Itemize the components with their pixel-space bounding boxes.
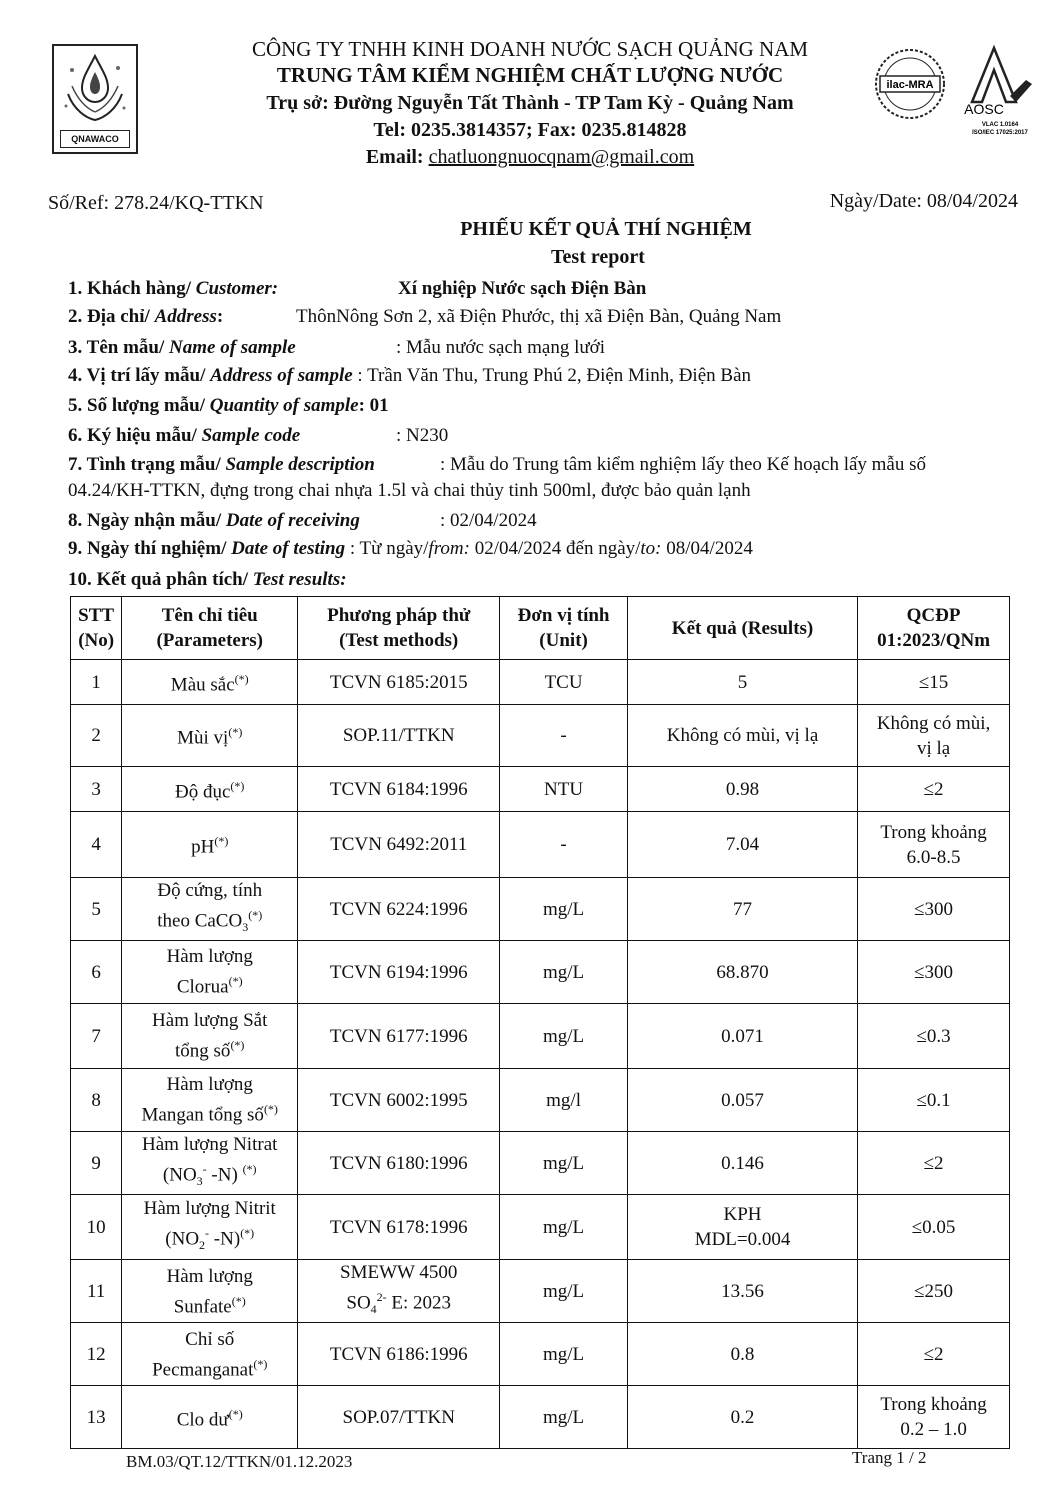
accreditation-mark: (*) bbox=[240, 1226, 255, 1241]
info-quantity: 5. Số lượng mẫu/ Quantity of sample: 01 bbox=[68, 395, 389, 416]
parameter-line-2: (NO bbox=[165, 1228, 200, 1250]
cell-unit: mg/L bbox=[500, 1323, 628, 1386]
cell-stt: 12 bbox=[71, 1323, 122, 1386]
cell-unit: mg/L bbox=[500, 1004, 628, 1069]
cell-unit: TCU bbox=[500, 660, 628, 705]
parameter-line-1: Hàm lượng Nitrit bbox=[143, 1198, 276, 1220]
description-value-2: 04.24/KH-TTKN, đựng trong chai nhựa 1.5l và chai thủy tinh 500ml, được bảo quản lạnh bbox=[68, 480, 751, 501]
cell-stt: 2 bbox=[71, 705, 122, 767]
method-line-1: SMEWW 4500 bbox=[340, 1262, 458, 1284]
info-address: 2. Địa chỉ/ Address: ThônNông Sơn 2, xã Điện Phước, thị xã Điện Bàn, Quảng Nam bbox=[68, 306, 782, 327]
parameter-line-1: Độ cứng, tính bbox=[157, 880, 263, 901]
method-subscript: 4 bbox=[370, 1302, 377, 1317]
cell-parameter bbox=[122, 1386, 298, 1449]
method-line-1: TCVN 6002:1995 bbox=[329, 1089, 468, 1111]
parameter-line-1: Độ đục bbox=[175, 781, 231, 803]
parameter-line-2: Sunfate bbox=[173, 1295, 232, 1317]
parameter-line-1: pH bbox=[191, 836, 215, 858]
parameter-line-1: Hàm lượng bbox=[166, 1265, 253, 1287]
result-line-2: MDL=0.004 bbox=[694, 1229, 791, 1251]
cell-stt: 10 bbox=[71, 1195, 122, 1260]
cell-parameter bbox=[122, 812, 298, 878]
cell-method bbox=[298, 1069, 500, 1132]
standard-line-1: Không có mùi, bbox=[876, 712, 991, 734]
cell-result bbox=[627, 941, 857, 1004]
cell-result bbox=[627, 660, 857, 705]
result-line-1: 13.56 bbox=[721, 1280, 764, 1302]
table-row bbox=[71, 767, 1010, 812]
cell-unit: mg/L bbox=[500, 1195, 628, 1260]
table-row bbox=[71, 812, 1010, 878]
cell-stt: 5 bbox=[71, 878, 122, 941]
company-phone: Tel: 0235.3814357; Fax: 0235.814828 bbox=[373, 119, 687, 141]
cell-unit: mg/l bbox=[500, 1069, 628, 1132]
table-row bbox=[71, 878, 1010, 941]
parameter-superscript: - bbox=[202, 1162, 207, 1177]
water-drop-leaf-icon bbox=[54, 46, 136, 132]
cell-parameter bbox=[122, 767, 298, 812]
accreditation-mark: (*) bbox=[228, 1407, 243, 1422]
cell-method bbox=[298, 1260, 500, 1323]
table-row bbox=[71, 1004, 1010, 1069]
form-code: BM.03/QT.12/TTKN/01.12.2023 bbox=[126, 1452, 353, 1471]
table-row bbox=[71, 1260, 1010, 1323]
cell-result bbox=[627, 1132, 857, 1195]
ilac-text: ilac-MRA bbox=[886, 79, 934, 91]
accreditation-mark: (*) bbox=[214, 834, 229, 849]
result-line-1: Không có mùi, vị lạ bbox=[666, 725, 819, 746]
cell-standard bbox=[858, 1004, 1010, 1069]
method-line-1: TCVN 6194:1996 bbox=[329, 961, 468, 983]
standard-line-2: 0.2 – 1.0 bbox=[900, 1419, 967, 1441]
cell-method bbox=[298, 1195, 500, 1260]
cell-standard bbox=[858, 1323, 1010, 1386]
method-line-1: SOP.07/TTKN bbox=[342, 1406, 455, 1428]
cell-stt: 6 bbox=[71, 941, 122, 1004]
parameter-line-2: Pecmanganat bbox=[152, 1359, 254, 1381]
reference-number: Số/Ref: 278.24/KQ-TTKN bbox=[48, 192, 264, 214]
parameter-line-1: Màu sắc bbox=[170, 674, 235, 696]
result-line-1: 0.2 bbox=[730, 1406, 755, 1428]
result-line-1: 0.071 bbox=[721, 1025, 764, 1047]
table-row bbox=[71, 1069, 1010, 1132]
cell-standard bbox=[858, 812, 1010, 878]
cell-parameter bbox=[122, 1004, 298, 1069]
parameter-line-1: Hàm lượng Sắt bbox=[152, 1010, 268, 1032]
cell-stt: 4 bbox=[71, 812, 122, 878]
cell-result bbox=[627, 878, 857, 941]
customer-value: Xí nghiệp Nước sạch Điện Bàn bbox=[398, 278, 647, 299]
receiving-value: : 02/04/2024 bbox=[440, 510, 537, 531]
cell-standard bbox=[858, 705, 1010, 767]
header-standard: QCĐP 01:2023/QNm bbox=[858, 597, 1010, 660]
cell-unit: NTU bbox=[500, 767, 628, 812]
method-tail: E: 2023 bbox=[386, 1292, 452, 1314]
info-sample-name: 3. Tên mẫu/ Name of sample : Mẫu nước sạch mạng lưới bbox=[68, 337, 606, 358]
accreditation-mark: (*) bbox=[230, 778, 245, 793]
cell-method bbox=[298, 1386, 500, 1449]
result-line-1: 77 bbox=[733, 898, 753, 920]
certification-logos bbox=[872, 40, 1040, 140]
table-row bbox=[71, 1386, 1010, 1449]
parameter-tail: -N) bbox=[206, 1164, 243, 1186]
header-results: Kết quả (Results) bbox=[627, 597, 857, 660]
cell-result bbox=[627, 705, 857, 767]
parameter-subscript: 2 bbox=[199, 1238, 206, 1253]
standard-line-1: ≤2 bbox=[923, 1343, 944, 1365]
cell-stt: 1 bbox=[71, 660, 122, 705]
cell-stt: 13 bbox=[71, 1386, 122, 1449]
parameter-line-1: Hàm lượng bbox=[166, 946, 253, 968]
parameter-line-1: Hàm lượng Nitrat bbox=[142, 1134, 278, 1156]
info-results: 10. Kết quả phân tích/ Test results: bbox=[68, 569, 347, 590]
parameter-line-2: (NO bbox=[162, 1164, 197, 1186]
table-header-row bbox=[71, 597, 1010, 660]
parameter-line-1: Clo dư bbox=[176, 1409, 229, 1431]
cell-result bbox=[627, 1004, 857, 1069]
table-row bbox=[71, 660, 1010, 705]
cell-standard bbox=[858, 1386, 1010, 1449]
cell-standard bbox=[858, 1195, 1010, 1260]
standard-line-1: Trong khoảng bbox=[880, 821, 987, 843]
cell-method bbox=[298, 812, 500, 878]
parameter-line-1: Mùi vị bbox=[177, 727, 229, 749]
company-name: CÔNG TY TNHH KINH DOANH NƯỚC SẠCH QUẢNG NAM bbox=[251, 37, 809, 61]
parameter-superscript: - bbox=[205, 1226, 210, 1241]
standard-line-1: ≤0.1 bbox=[916, 1089, 951, 1111]
cell-standard bbox=[858, 1069, 1010, 1132]
table-row bbox=[71, 705, 1010, 767]
parameter-line-1: Hàm lượng bbox=[166, 1074, 253, 1096]
result-line-1: 7.04 bbox=[725, 834, 760, 855]
method-line-1: TCVN 6178:1996 bbox=[329, 1216, 468, 1238]
info-receiving: 8. Ngày nhận mẫu/ Date of receiving : 02/04/2024 bbox=[68, 510, 537, 531]
result-line-1: 68.870 bbox=[716, 961, 769, 983]
standard-line-1: ≤2 bbox=[923, 778, 944, 800]
method-line-1: TCVN 6492:2011 bbox=[330, 834, 468, 855]
accreditation-mark: (*) bbox=[231, 1293, 246, 1308]
report-title: PHIẾU KẾT QUẢ THÍ NGHIỆM bbox=[460, 218, 752, 240]
cell-method bbox=[298, 1132, 500, 1195]
parameter-line-2: Mangan tổng số bbox=[141, 1104, 264, 1126]
center-name: TRUNG TÂM KIỂM NGHIỆM CHẤT LƯỢNG NƯỚC bbox=[276, 63, 784, 87]
cell-standard bbox=[858, 1132, 1010, 1195]
accreditation-mark: (*) bbox=[242, 1162, 257, 1177]
method-line-1: TCVN 6177:1996 bbox=[329, 1025, 468, 1047]
standard-line-1: Trong khoảng bbox=[880, 1394, 987, 1416]
standard-line-1: ≤15 bbox=[918, 671, 949, 693]
cell-result bbox=[627, 1260, 857, 1323]
cell-stt: 11 bbox=[71, 1260, 122, 1323]
standard-line-1: ≤0.05 bbox=[911, 1216, 956, 1238]
company-address: Trụ sở: Đường Nguyễn Tất Thành - TP Tam Kỳ - Quảng Nam bbox=[266, 92, 794, 114]
cell-stt: 7 bbox=[71, 1004, 122, 1069]
parameter-tail: -N) bbox=[209, 1228, 241, 1250]
cell-parameter bbox=[122, 878, 298, 941]
logo-label: QNAWACO bbox=[60, 130, 130, 148]
address-value: ThônNông Sơn 2, xã Điện Phước, thị xã Điện Bàn, Quảng Nam bbox=[296, 306, 782, 327]
accreditation-mark: (*) bbox=[263, 1102, 278, 1117]
email-link[interactable]: chatluongnuocqnam@gmail.com bbox=[428, 146, 695, 168]
accreditation-mark: (*) bbox=[228, 974, 243, 989]
result-line-1: 0.98 bbox=[725, 778, 760, 800]
email-label: Email: bbox=[365, 146, 429, 168]
parameter-line-2: tổng số bbox=[175, 1040, 231, 1062]
result-line-1: 0.057 bbox=[721, 1089, 764, 1111]
cell-parameter bbox=[122, 941, 298, 1004]
cell-parameter bbox=[122, 1323, 298, 1386]
cell-parameter bbox=[122, 705, 298, 767]
page-number: Trang 1 / 2 bbox=[852, 1448, 927, 1467]
standard-line-2: 6.0-8.5 bbox=[906, 846, 961, 868]
table-row bbox=[71, 1195, 1010, 1260]
cell-method bbox=[298, 878, 500, 941]
cell-stt: 3 bbox=[71, 767, 122, 812]
parameter-subscript: 3 bbox=[196, 1174, 203, 1189]
info-customer: 1. Khách hàng/ Customer: Xí nghiệp Nước sạch Điện Bàn bbox=[68, 278, 647, 299]
cell-standard bbox=[858, 1260, 1010, 1323]
cell-unit: - bbox=[500, 705, 628, 767]
method-line-1: SOP.11/TTKN bbox=[342, 725, 455, 746]
method-line-2: SO bbox=[346, 1292, 371, 1314]
cell-stt: 9 bbox=[71, 1132, 122, 1195]
parameter-line-2: Clorua bbox=[176, 976, 229, 998]
accreditation-mark: (*) bbox=[253, 1356, 268, 1371]
standard-line-1: ≤300 bbox=[914, 898, 954, 920]
method-line-1: TCVN 6180:1996 bbox=[329, 1152, 468, 1174]
cell-result bbox=[627, 767, 857, 812]
method-superscript: 2- bbox=[376, 1290, 387, 1305]
cell-unit: mg/L bbox=[500, 1260, 628, 1323]
method-line-1: TCVN 6185:2015 bbox=[329, 671, 468, 693]
cell-method bbox=[298, 1004, 500, 1069]
accreditation-mark: (*) bbox=[248, 908, 263, 922]
method-line-1: TCVN 6186:1996 bbox=[329, 1343, 468, 1365]
quantity-value: : 01 bbox=[358, 395, 389, 416]
certification-seal-icon bbox=[872, 40, 1040, 140]
accreditation-mark: (*) bbox=[228, 725, 243, 740]
parameter-subscript: 3 bbox=[242, 920, 249, 935]
accreditation-mark: (*) bbox=[230, 1038, 245, 1053]
header-stt: STT (No) bbox=[71, 597, 122, 660]
vlac-text: VLAC 1.0164 bbox=[981, 122, 1019, 128]
cell-result bbox=[627, 1069, 857, 1132]
method-line-1: TCVN 6184:1996 bbox=[329, 778, 468, 800]
info-code: 6. Ký hiệu mẫu/ Sample code : N230 bbox=[68, 425, 449, 446]
cell-result bbox=[627, 1195, 857, 1260]
report-date: Ngày/Date: 08/04/2024 bbox=[829, 190, 1018, 212]
standard-line-1: ≤2 bbox=[923, 1152, 944, 1174]
standard-line-1: ≤300 bbox=[914, 961, 954, 983]
result-line-1: 5 bbox=[737, 671, 748, 693]
parameter-line-1: Chỉ số bbox=[185, 1328, 235, 1350]
header-methods: Phương pháp thử (Test methods) bbox=[298, 597, 500, 660]
iso-text: ISO/IEC 17025:2017 bbox=[972, 130, 1028, 136]
standard-line-2: vị lạ bbox=[916, 737, 951, 759]
location-value: : Trần Văn Thu, Trung Phú 2, Điện Minh, Điện Bàn bbox=[352, 365, 751, 386]
sample-name-value: : Mẫu nước sạch mạng lưới bbox=[396, 337, 606, 358]
cell-method bbox=[298, 941, 500, 1004]
cell-result bbox=[627, 1323, 857, 1386]
cell-unit: - bbox=[500, 812, 628, 878]
cell-parameter bbox=[122, 1260, 298, 1323]
report-subtitle: Test report bbox=[551, 246, 645, 268]
header-parameters: Tên chỉ tiêu (Parameters) bbox=[122, 597, 298, 660]
aosc-text: AOSC bbox=[964, 101, 1004, 117]
standard-line-1: ≤250 bbox=[914, 1280, 954, 1302]
info-description: 7. Tình trạng mẫu/ Sample description : Mẫu do Trung tâm kiểm nghiệm lấy theo Kế hoạch lấy mẫu số bbox=[68, 454, 927, 475]
results-table bbox=[70, 596, 1010, 1449]
cell-method bbox=[298, 1323, 500, 1386]
cell-method bbox=[298, 660, 500, 705]
table-row bbox=[71, 941, 1010, 1004]
cell-parameter bbox=[122, 660, 298, 705]
accreditation-mark: (*) bbox=[234, 671, 249, 686]
cell-unit: mg/L bbox=[500, 941, 628, 1004]
cell-result bbox=[627, 1386, 857, 1449]
cell-standard bbox=[858, 767, 1010, 812]
code-value: : N230 bbox=[396, 425, 449, 446]
company-email-line bbox=[160, 144, 900, 171]
result-line-1: KPH bbox=[723, 1204, 762, 1226]
standard-line-1: ≤0.3 bbox=[916, 1025, 951, 1047]
info-testing: 9. Ngày thí nghiệm/ Date of testing : Từ ngày/from: 02/04/2024 đến ngày/to: 08/04/2024 bbox=[68, 538, 753, 559]
cell-parameter bbox=[122, 1069, 298, 1132]
header-unit: Đơn vị tính (Unit) bbox=[500, 597, 628, 660]
parameter-line-2: theo CaCO bbox=[157, 910, 243, 932]
cell-parameter bbox=[122, 1195, 298, 1260]
cell-unit: mg/L bbox=[500, 1386, 628, 1449]
table-row bbox=[71, 1323, 1010, 1386]
cell-method bbox=[298, 705, 500, 767]
cell-parameter bbox=[122, 1132, 298, 1195]
description-value-1: : Mẫu do Trung tâm kiểm nghiệm lấy theo Kế hoạch lấy mẫu số bbox=[440, 454, 927, 475]
cell-method bbox=[298, 767, 500, 812]
cell-unit: mg/L bbox=[500, 878, 628, 941]
method-line-1: TCVN 6224:1996 bbox=[329, 898, 468, 920]
result-line-1: 0.8 bbox=[730, 1343, 755, 1365]
cell-standard bbox=[858, 878, 1010, 941]
cell-unit: mg/L bbox=[500, 1132, 628, 1195]
cell-standard bbox=[858, 660, 1010, 705]
company-logo bbox=[52, 44, 138, 154]
table-row bbox=[71, 1132, 1010, 1195]
cell-stt: 8 bbox=[71, 1069, 122, 1132]
cell-standard bbox=[858, 941, 1010, 1004]
info-location: 4. Vị trí lấy mẫu/ Address of sample : Trần Văn Thu, Trung Phú 2, Điện Minh, Điện Bàn bbox=[68, 365, 751, 386]
result-line-1: 0.146 bbox=[721, 1152, 764, 1174]
cell-result bbox=[627, 812, 857, 878]
